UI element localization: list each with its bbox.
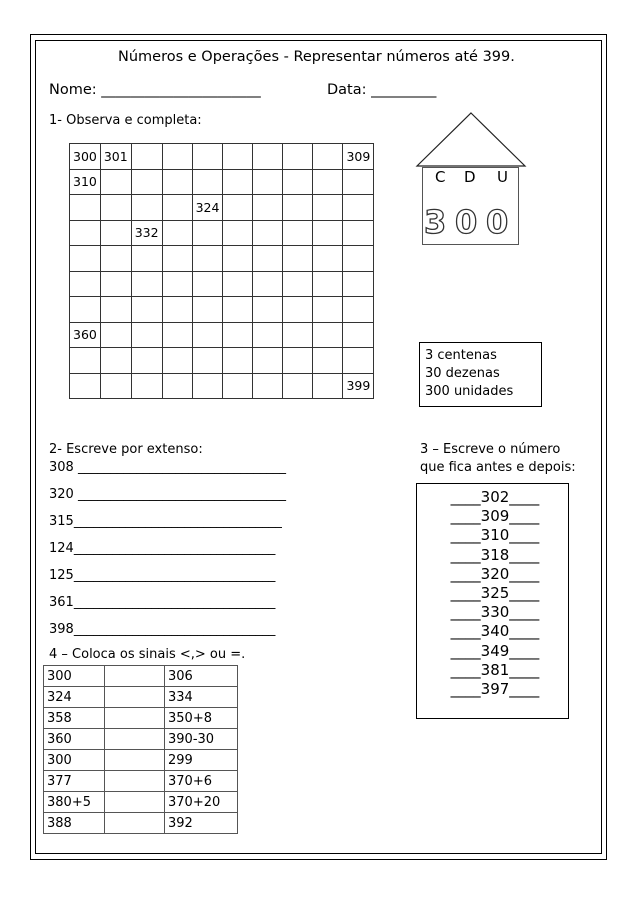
writing-line[interactable]: 320 ________________________________ (49, 487, 286, 502)
grid-cell[interactable] (162, 144, 192, 170)
value-cell: 388 (44, 813, 105, 834)
sign-cell[interactable] (105, 750, 165, 771)
exercise1-instruction: 1- Observa e completa: (49, 113, 202, 128)
grid-cell[interactable] (253, 322, 283, 348)
writing-line[interactable]: 315________________________________ (49, 514, 282, 529)
hundreds-label: C (435, 168, 446, 186)
grid-cell[interactable] (313, 246, 343, 272)
sequence-item[interactable]: ____320____ (450, 564, 540, 583)
grid-cell: 310 (70, 169, 101, 195)
sequence-item[interactable]: ____310____ (450, 526, 540, 545)
value-cell: 306 (165, 666, 238, 687)
grid-cell[interactable] (100, 322, 131, 348)
grid-cell[interactable] (343, 297, 374, 323)
grid-cell[interactable] (131, 373, 162, 399)
grid-cell: 332 (131, 220, 162, 246)
grid-cell[interactable] (343, 271, 374, 297)
grid-row (70, 322, 374, 348)
grid-cell[interactable] (131, 271, 162, 297)
grid-cell[interactable] (70, 271, 101, 297)
grid-cell[interactable] (192, 271, 223, 297)
writing-line[interactable]: 398_______________________________ (49, 622, 276, 637)
grid-cell[interactable] (100, 220, 131, 246)
grid-cell: 324 (192, 195, 223, 221)
units-label: U (497, 168, 508, 186)
grid-cell[interactable] (283, 246, 313, 272)
grid-cell[interactable] (313, 220, 343, 246)
grid-cell[interactable] (343, 220, 374, 246)
decomposition-line: 300 unidades (425, 384, 514, 399)
tens-label: D (464, 168, 476, 186)
grid-cell[interactable] (192, 169, 223, 195)
grid-cell[interactable] (131, 348, 162, 374)
comparison-row (44, 750, 238, 771)
value-cell: 370+20 (165, 792, 238, 813)
grid-cell: 309 (343, 144, 374, 170)
grid-cell[interactable] (162, 373, 192, 399)
grid-cell[interactable] (343, 169, 374, 195)
sign-cell[interactable] (105, 792, 165, 813)
grid-cell[interactable] (162, 348, 192, 374)
sequence-item[interactable]: ____325____ (450, 584, 540, 602)
grid-cell[interactable] (253, 144, 283, 170)
sequence-item[interactable]: ____330____ (450, 603, 540, 622)
grid-cell: 301 (100, 144, 131, 170)
grid-cell[interactable] (162, 246, 192, 272)
grid-row (70, 195, 374, 221)
value-cell: 380+5 (44, 792, 105, 813)
grid-cell[interactable] (131, 144, 162, 170)
sign-cell[interactable] (105, 771, 165, 792)
comparison-row (44, 687, 238, 708)
sign-cell[interactable] (105, 729, 165, 750)
grid-cell[interactable] (253, 169, 283, 195)
exercise3-instruction: 3 – Escreve o número (420, 442, 561, 457)
sequence-item[interactable]: ____381____ (450, 660, 540, 679)
grid-cell[interactable] (70, 348, 101, 374)
value-cell: 350+8 (165, 708, 238, 729)
grid-cell[interactable] (283, 144, 313, 170)
grid-cell[interactable] (283, 169, 313, 195)
grid-cell: 399 (343, 373, 374, 399)
grid-cell[interactable] (343, 348, 374, 374)
comparison-row (44, 792, 238, 813)
grid-cell[interactable] (223, 373, 253, 399)
grid-cell[interactable] (223, 246, 253, 272)
value-cell: 358 (44, 708, 105, 729)
grid-cell[interactable] (313, 144, 343, 170)
grid-cell[interactable] (70, 246, 101, 272)
value-cell: 377 (44, 771, 105, 792)
hundreds-grid (69, 143, 374, 399)
grid-cell[interactable] (313, 322, 343, 348)
sequence-item[interactable]: ____318____ (450, 545, 540, 564)
value-cell: 300 (44, 750, 105, 771)
grid-cell[interactable] (162, 195, 192, 221)
page-title: Números e Operações - Representar números até 399. (118, 49, 515, 65)
decomposition-line: 3 centenas (425, 348, 497, 363)
writing-line[interactable]: 125_______________________________ (49, 568, 276, 583)
grid-row (70, 297, 374, 323)
grid-cell[interactable] (313, 348, 343, 374)
grid-row (70, 169, 374, 195)
grid-cell[interactable] (100, 195, 131, 221)
grid-row (70, 271, 374, 297)
comparison-row (44, 729, 238, 750)
grid-cell[interactable] (253, 271, 283, 297)
grid-cell[interactable] (162, 322, 192, 348)
grid-cell[interactable] (343, 322, 374, 348)
grid-cell[interactable] (100, 169, 131, 195)
tens-digit: 0 (455, 203, 478, 241)
grid-cell[interactable] (192, 144, 223, 170)
grid-cell[interactable] (131, 169, 162, 195)
date-field[interactable]: Data: _________ (327, 82, 437, 98)
value-cell: 370+6 (165, 771, 238, 792)
grid-cell[interactable] (192, 322, 223, 348)
grid-cell[interactable] (283, 348, 313, 374)
grid-cell[interactable] (131, 297, 162, 323)
value-cell: 360 (44, 729, 105, 750)
comparison-row (44, 666, 238, 687)
grid-cell[interactable] (223, 271, 253, 297)
grid-cell: 300 (70, 144, 101, 170)
sequence-item[interactable]: ____349____ (450, 641, 540, 660)
sequence-item[interactable]: ____309____ (450, 507, 540, 526)
decomposition-line: 30 dezenas (425, 366, 500, 381)
value-cell: 392 (165, 813, 238, 834)
grid-cell[interactable] (313, 169, 343, 195)
grid-cell[interactable] (313, 373, 343, 399)
grid-cell[interactable] (253, 220, 283, 246)
grid-cell[interactable] (100, 246, 131, 272)
value-cell: 324 (44, 687, 105, 708)
value-cell: 390-30 (165, 729, 238, 750)
grid-cell[interactable] (253, 373, 283, 399)
exercise3-instruction: que fica antes e depois: (420, 460, 576, 475)
units-digit: 0 (486, 203, 509, 241)
exercise4-instruction: 4 – Coloca os sinais <,> ou =. (49, 647, 246, 662)
comparison-row (44, 771, 238, 792)
grid-cell[interactable] (70, 220, 101, 246)
writing-line[interactable]: 124_______________________________ (49, 541, 276, 556)
grid-cell[interactable] (313, 297, 343, 323)
grid-cell[interactable] (100, 348, 131, 374)
grid-cell[interactable] (70, 373, 101, 399)
grid-cell[interactable] (343, 246, 374, 272)
grid-cell: 360 (70, 322, 101, 348)
comparison-row (44, 708, 238, 729)
grid-cell[interactable] (223, 322, 253, 348)
grid-cell[interactable] (100, 271, 131, 297)
grid-cell[interactable] (70, 195, 101, 221)
sign-cell[interactable] (105, 813, 165, 834)
value-cell: 300 (44, 666, 105, 687)
grid-cell[interactable] (192, 246, 223, 272)
grid-cell[interactable] (100, 297, 131, 323)
sequence-item[interactable]: ____397____ (450, 680, 540, 698)
exercise2-instruction: 2- Escreve por extenso: (49, 442, 203, 457)
grid-cell[interactable] (223, 144, 253, 170)
sequence-item[interactable]: ____340____ (450, 622, 540, 641)
grid-row (70, 246, 374, 272)
grid-cell[interactable] (192, 220, 223, 246)
grid-cell[interactable] (192, 373, 223, 399)
grid-cell[interactable] (131, 246, 162, 272)
grid-cell[interactable] (192, 297, 223, 323)
grid-cell[interactable] (162, 169, 192, 195)
grid-cell[interactable] (283, 373, 313, 399)
grid-cell[interactable] (283, 271, 313, 297)
grid-cell[interactable] (162, 220, 192, 246)
grid-cell[interactable] (313, 271, 343, 297)
grid-cell[interactable] (253, 348, 283, 374)
writing-line[interactable]: 308 ________________________________ (49, 460, 286, 475)
grid-cell[interactable] (223, 297, 253, 323)
grid-cell[interactable] (253, 195, 283, 221)
grid-cell[interactable] (313, 195, 343, 221)
grid-cell[interactable] (162, 271, 192, 297)
name-field[interactable]: Nome: ______________________ (49, 82, 261, 98)
grid-cell[interactable] (192, 348, 223, 374)
comparison-row (44, 813, 238, 834)
grid-cell[interactable] (343, 195, 374, 221)
hundreds-digit: 3 (424, 203, 447, 241)
grid-row (70, 348, 374, 374)
sequence-item[interactable]: ____302____ (450, 488, 540, 506)
value-cell: 299 (165, 750, 238, 771)
grid-cell[interactable] (131, 322, 162, 348)
grid-row (70, 373, 374, 399)
grid-cell[interactable] (223, 348, 253, 374)
writing-line[interactable]: 361_______________________________ (49, 595, 276, 610)
grid-cell[interactable] (283, 297, 313, 323)
grid-cell[interactable] (253, 297, 283, 323)
grid-cell[interactable] (223, 169, 253, 195)
grid-cell[interactable] (100, 373, 131, 399)
grid-cell[interactable] (283, 322, 313, 348)
sign-cell[interactable] (105, 708, 165, 729)
sign-cell[interactable] (105, 687, 165, 708)
grid-cell[interactable] (253, 246, 283, 272)
grid-row (70, 144, 374, 170)
comparison-table (43, 665, 238, 834)
sign-cell[interactable] (105, 666, 165, 687)
house-roof-icon (414, 111, 528, 169)
grid-cell[interactable] (283, 195, 313, 221)
grid-cell[interactable] (70, 297, 101, 323)
grid-row (70, 220, 374, 246)
grid-cell[interactable] (162, 297, 192, 323)
value-cell: 334 (165, 687, 238, 708)
grid-cell[interactable] (223, 220, 253, 246)
grid-cell[interactable] (131, 195, 162, 221)
grid-cell[interactable] (283, 220, 313, 246)
grid-cell[interactable] (223, 195, 253, 221)
